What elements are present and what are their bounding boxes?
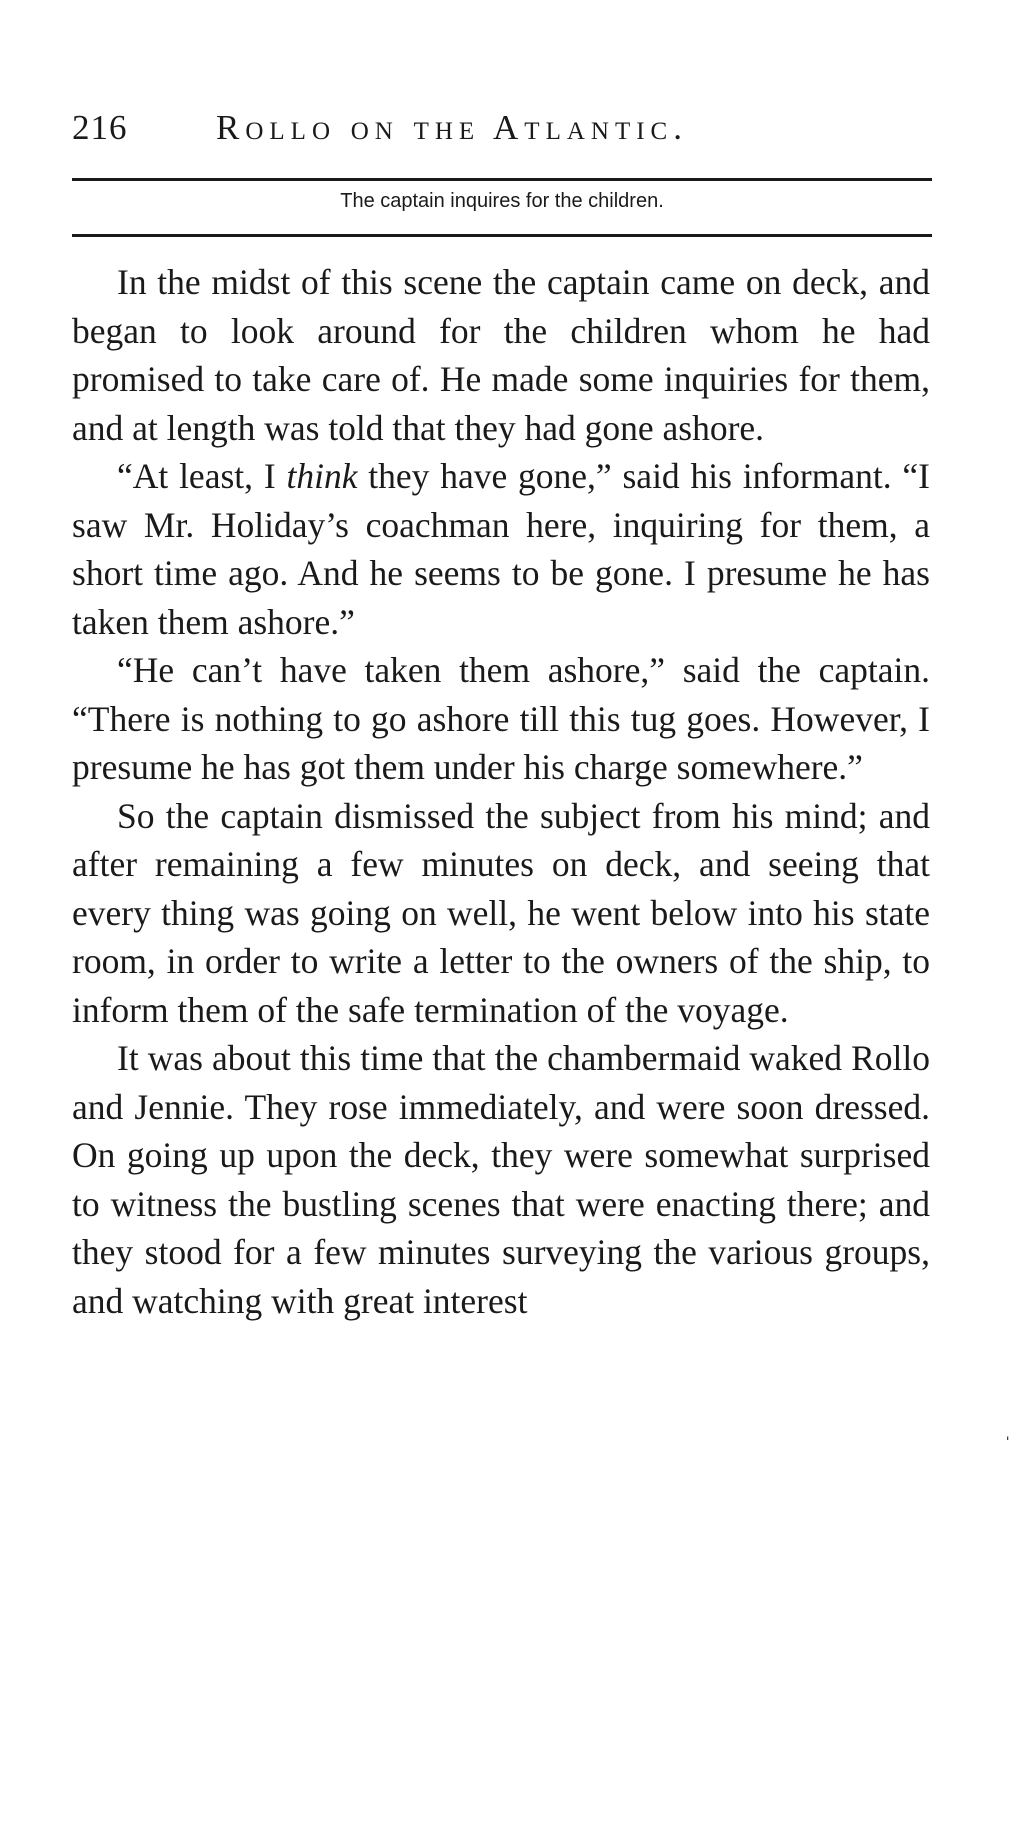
running-title: Rollo on the Atlantic.: [216, 108, 688, 147]
paragraph-2-before: “At least, I: [117, 456, 287, 496]
header-rule-bottom: [72, 234, 932, 237]
body-text: [72, 258, 930, 1325]
paragraph-2-after: they have gone,” said his informant. “I saw Mr. Holiday’s coachman here, inquiring for them, a short time ago. And he seems to be gone. I presume he has taken them ashore.”: [72, 456, 931, 642]
header-rule-top: [72, 178, 932, 181]
paragraph-2: [72, 452, 930, 646]
page-header: [72, 108, 932, 158]
margin-mark: ˈ: [1004, 1432, 1012, 1457]
paragraph-2-emphasis: think: [286, 456, 358, 496]
section-subheading: The captain inquires for the children.: [340, 190, 664, 212]
paragraph-4: So the captain dismissed the subject from his mind; and after remaining a few minutes on deck, and seeing that every thing was going on well, he went below into his state room, in order to write a letter to the owners of the ship, to inform them of the safe termination of the voyage.: [72, 795, 930, 1030]
paragraph-5: It was about this time that the chambermaid waked Rollo and Jennie. They rose immediately, and were soon dressed. On going up upon the deck, they were somewhat surprised to witness the bustling scenes that were enacting there; and they stood for a few minutes surveying the various groups, and watching with great interest: [72, 1038, 930, 1321]
paragraph-1: In the midst of this scene the captain came on deck, and began to look around for the children whom he had promised to take care of. He made some inquiries for them, and at length was told that they had gone ashore.: [72, 262, 930, 448]
paragraph-3: “He can’t have taken them ashore,” said the captain. “There is nothing to go ashore till this tug goes. However, I presume he has got them under his charge somewhere.”: [72, 650, 930, 787]
page-number: 216: [72, 108, 128, 147]
